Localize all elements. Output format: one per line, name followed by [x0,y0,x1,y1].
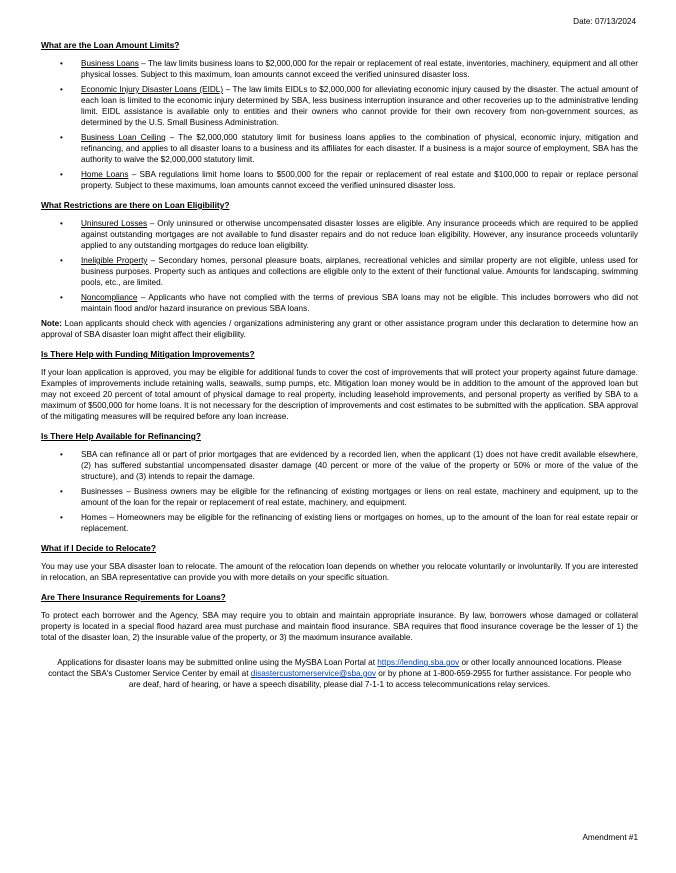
bullet-list [41,449,638,534]
list-item [41,292,638,314]
item-text: – SBA regulations limit home loans to $500,000 for the repair or replacement of real estate and $100,000 to repair or replace personal property. Subject to these maximums, loan amounts cannot exceed the verified uninsured disaster loss. [81,170,638,190]
section-heading: What are the Loan Amount Limits? [41,40,180,50]
bullet-icon: • [60,170,63,179]
note-text: Loan applicants should check with agencies / organizations administering any grant or other assistance program under this declaration to determine how an approval of SBA disaster loan might affect their eligibility. [41,319,638,339]
contact-block [41,657,638,690]
contact-text-3: or by phone at 1-800-659-2955 for further assistance. For people who are deaf, hard of hearing, or have a speech disability, please dial 7-1-1 to access telecommunications relay services. [128,669,631,689]
section-loan-limits [41,40,638,191]
list-item [41,169,638,191]
date-label: Date: 07/13/2024 [573,17,636,26]
list-item [41,58,638,80]
item-term: Economic Injury Disaster Loans (EIDL) [81,85,224,94]
bullet-icon: • [60,133,63,142]
mysba-portal-link[interactable]: https://lending.sba.gov [377,658,460,667]
item-text: – The law limits business loans to $2,000,000 for the repair or replacement of real estate, inventories, machinery, equipment and all other physical losses. Subject to this maximum, loan amounts cannot exceed the verified uninsured disaster loss. [81,59,638,79]
section-heading: Is There Help with Funding Mitigation Improvements? [41,349,255,359]
section-heading: Are There Insurance Requirements for Loans? [41,592,226,602]
section-paragraph: You may use your SBA disaster loan to relocate. The amount of the relocation loan depends on whether you relocate voluntarily or involuntarily. If you are interested in relocation, an SBA representative can provide you with more details on your specific situation. [41,562,638,582]
item-term: Home Loans [81,170,129,179]
bullet-icon: • [60,256,63,265]
note-label: Note: [41,319,62,328]
section-insurance [41,592,638,643]
list-item [41,449,638,482]
section-restrictions [41,200,638,340]
list-item [41,512,638,534]
item-term: Ineligible Property [81,256,148,265]
contact-text-2: or other locally announced locations. Please contact the SBA's Customer Service Center by email at [48,658,622,678]
document-content [41,40,638,690]
item-text: – The $2,000,000 statutory limit for business loans applies to the combination of physical, economic injury, mitigation and refinancing, and applies to all disaster loans to a business and its affiliates for each disaster. If a business is a major source of employment, SBA has the authority to waive the $2,000,000 statutory limit. [81,133,638,164]
section-paragraph: If your loan application is approved, you may be eligible for additional funds to cover the cost of improvements that will protect your property against future damage. Examples of improvements include retaining walls, seawalls, sump pumps, etc. Mitigation loan money would be in addition to the amount of the approved loan but may not exceed 20 percent of total amount of physical damage to real property, including leasehold improvements, and personal property as verified by SBA to a maximum of $500,000 for home loans. It is not necessary for the description of improvements and cost estimates to be submitted with the application. SBA approval of the mitigating measures will be required before any loan increase. [41,368,638,421]
item-text: – The law limits EIDLs to $2,000,000 for alleviating economic injury caused by the disaster. The actual amount of each loan is limited to the economic injury determined by SBA, less business interruption insurance and other recoveries up to the administrative lending limit. EIDL assistance is available only to entities and their owners who cannot provide for their own recovery from non-government sources, as determined by the U.S. Small Business Administration. [81,85,638,127]
item-term: Uninsured Losses [81,219,148,228]
section-paragraph: To protect each borrower and the Agency, SBA may require you to obtain and maintain appropriate insurance. By law, borrowers whose damaged or collateral property is located in a special flood hazard area must purchase and maintain flood insurance. SBA requires that flood insurance coverage be the lesser of 1) the total of the disaster loan, 2) the insurable value of the property, or 3) the maximum insurance available. [41,611,638,642]
bullet-icon: • [60,219,63,228]
section-heading: Is There Help Available for Refinancing? [41,431,201,441]
list-item [41,218,638,251]
list-item [41,84,638,128]
bullet-list [41,218,638,314]
bullet-icon: • [60,85,63,94]
contact-text-1: Applications for disaster loans may be submitted online using the MySBA Loan Portal at [57,658,378,667]
item-text: – Secondary homes, personal pleasure boats, airplanes, recreational vehicles and similar property are not eligible, unless used for business purposes. Property such as antiques and collections are eligible only to the extent of their functional value. Amounts for landscaping, swimming pools, etc., are limited. [81,256,638,287]
item-text: Homes – Homeowners may be eligible for the refinancing of existing liens or mortgages on homes, up to the amount of the loan for real estate repair or replacement. [81,513,638,533]
bullet-icon: • [60,450,63,459]
item-text: Businesses – Business owners may be eligible for the refinancing of existing mortgages or liens on real estate, machinery and equipment, up to the amount of the loan for the repair or replacement of real estate, machinery, and equipment. [81,487,638,507]
amendment-label: Amendment #1 [582,833,638,842]
bullet-list [41,58,638,191]
bullet-icon: • [60,293,63,302]
section-heading: What Restrictions are there on Loan Eligibility? [41,200,230,210]
item-term: Business Loans [81,59,139,68]
eligibility-note [41,318,638,340]
section-refinancing [41,431,638,534]
list-item [41,132,638,165]
customer-service-email-link[interactable]: disastercustomerservice@sba.gov [250,669,377,678]
bullet-icon: • [60,513,63,522]
item-term: Business Loan Ceiling [81,133,166,142]
item-text: SBA can refinance all or part of prior mortgages that are evidenced by a recorded lien, when the applicant (1) does not have credit available elsewhere, (2) has suffered substantial uncompensated disaster damage (40 percent or more of the value of the property or 50% or more of the value of the structure), and (3) intends to repair the damage. [81,450,638,481]
section-mitigation [41,349,638,422]
list-item [41,486,638,508]
bullet-icon: • [60,59,63,68]
section-relocate [41,543,638,583]
item-text: – Only uninsured or otherwise uncompensated disaster losses are eligible. Any insurance proceeds which are required to be applied against outstanding mortgages are not available to fund disaster repairs and do not reduce loan eligibility. However, any insurance proceeds voluntarily applied to any outstanding mortgages do reduce loan eligibility. [81,219,638,250]
list-item [41,255,638,288]
section-heading: What if I Decide to Relocate? [41,543,156,553]
bullet-icon: • [60,487,63,496]
item-term: Noncompliance [81,293,138,302]
item-text: – Applicants who have not complied with the terms of previous SBA loans may not be eligible. This includes borrowers who did not maintain flood and/or hazard insurance on previous SBA loans. [81,293,638,313]
